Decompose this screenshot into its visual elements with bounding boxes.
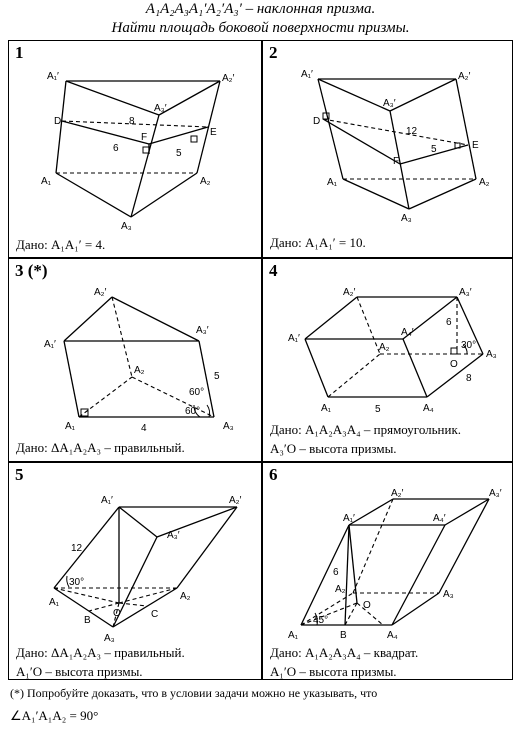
given-line-1: Дано: A₁A₁′ = 10. xyxy=(270,235,366,250)
label-O: O xyxy=(363,600,371,611)
label-A1: A₁ xyxy=(41,176,52,187)
label-F: F xyxy=(393,156,400,167)
label-A3: A₃ xyxy=(223,421,234,432)
problem-number: 2 xyxy=(269,43,278,62)
label-12: 12 xyxy=(406,126,418,137)
label-D: D xyxy=(54,116,62,127)
label-A2-prime: A₂′ xyxy=(229,495,242,506)
given-line-2: A₁′O – высота призмы. xyxy=(16,664,143,679)
label-A4: A₄ xyxy=(423,403,434,414)
label-A1-prime: A₁′ xyxy=(47,71,59,82)
problem-2 xyxy=(262,40,513,258)
prism-diagram xyxy=(9,259,263,463)
label-A1: A₁ xyxy=(327,177,338,188)
label-angle: 45° xyxy=(313,615,329,626)
label-A3-prime: A₃′ xyxy=(167,530,180,541)
label-A3: A₃ xyxy=(401,213,412,224)
label-F: F xyxy=(141,132,148,143)
footnote-line-1: (*) Попробуйте доказать, что в условии задачи можно не указывать, что xyxy=(10,686,378,700)
label-A4-prime: A₄′ xyxy=(433,513,446,524)
problem-number: 5 xyxy=(15,465,24,484)
given-line-1: Дано: A₁A₂A₃A₄ – прямоугольник. xyxy=(270,422,462,437)
prism-diagram xyxy=(9,41,263,259)
label-A2-prime: A₂′ xyxy=(391,488,404,499)
label-angle-2: 60° xyxy=(185,406,201,417)
label-A2: A₂ xyxy=(180,591,191,602)
problem-3 xyxy=(8,258,262,462)
label-A2-prime: A₂′ xyxy=(458,71,471,82)
label-A3-prime: A₃′ xyxy=(489,488,502,499)
label-O: O xyxy=(450,359,458,370)
label-E: E xyxy=(472,140,479,151)
problem-number: 4 xyxy=(269,261,278,280)
prism-diagram xyxy=(263,41,514,259)
label-6: 6 xyxy=(333,567,339,578)
label-A2: A₂ xyxy=(200,176,211,187)
given-line-2: A₁′O – высота призмы. xyxy=(270,664,397,679)
label-A1-prime: A₁′ xyxy=(44,339,56,350)
label-A2: A₂ xyxy=(379,342,390,353)
label-5: 5 xyxy=(176,148,182,159)
label-A3-prime: A₃′ xyxy=(196,325,209,336)
label-A3-prime: A₃′ xyxy=(383,98,396,109)
footnote-line-2: ∠A₁′A₁A₂ = 90° xyxy=(10,708,99,723)
problem-5 xyxy=(8,462,262,680)
label-A1-prime: A₁′ xyxy=(301,69,313,80)
label-6: 6 xyxy=(446,317,452,328)
label-O: O xyxy=(113,608,121,619)
label-A1-prime: A₁′ xyxy=(343,513,355,524)
label-A3: A₃ xyxy=(104,633,115,644)
label-A3: A₃ xyxy=(486,349,497,360)
label-C: C xyxy=(151,609,159,620)
label-A2-prime: A₂′ xyxy=(222,73,235,84)
label-A3-prime: A₃′ xyxy=(154,103,167,114)
label-B: B xyxy=(340,630,347,641)
problem-4 xyxy=(262,258,513,462)
label-A3: A₃ xyxy=(443,589,454,600)
label-8: 8 xyxy=(129,116,135,127)
label-8: 8 xyxy=(466,373,472,384)
label-angle: 30° xyxy=(69,577,85,588)
label-A2-prime: A₂′ xyxy=(94,287,107,298)
label-4: 4 xyxy=(141,423,147,434)
problem-6 xyxy=(262,462,513,680)
label-5: 5 xyxy=(214,371,220,382)
label-A1: A₁ xyxy=(65,421,76,432)
problem-number: 1 xyxy=(15,43,24,62)
label-A2: A₂ xyxy=(335,584,346,595)
header-line-1: A₁A₂A₃A₁′A₂′A₃′ – наклонная призма. xyxy=(145,1,376,17)
label-A4-prime: A₄′ xyxy=(401,327,414,338)
label-A1: A₁ xyxy=(321,403,332,414)
given-line-1: Дано: ΔA₁A₂A₃ – правильный. xyxy=(16,645,185,660)
label-A1-prime: A₁′ xyxy=(288,333,300,344)
label-A3: A₃ xyxy=(121,221,132,232)
problem-number: 3 (*) xyxy=(15,261,48,280)
label-A3-prime: A₃′ xyxy=(459,287,472,298)
label-A2-prime: A₂′ xyxy=(343,287,356,298)
label-B: B xyxy=(84,615,91,626)
label-A4: A₄ xyxy=(387,630,398,641)
given-line-1: Дано: A₁A₂A₃A₄ – квадрат. xyxy=(270,645,419,660)
label-A1: A₁ xyxy=(288,630,299,641)
label-5: 5 xyxy=(375,404,381,415)
given-line-1: Дано: A₁A₁′ = 4. xyxy=(16,237,106,252)
header-line-2: Найти площадь боковой поверхности призмы. xyxy=(111,20,410,36)
problem-1 xyxy=(8,40,262,258)
label-A2: A₂ xyxy=(479,177,490,188)
label-A2: A₂ xyxy=(134,365,145,376)
label-E: E xyxy=(210,127,217,138)
label-6: 6 xyxy=(113,143,119,154)
label-12: 12 xyxy=(71,543,83,554)
label-D: D xyxy=(313,116,321,127)
label-angle-1: 60° xyxy=(189,387,205,398)
problem-number: 6 xyxy=(269,465,278,484)
given-line-2: A₃′O – высота призмы. xyxy=(270,441,397,456)
given-line-1: Дано: ΔA₁A₂A₃ – правильный. xyxy=(16,440,185,455)
label-A1: A₁ xyxy=(49,597,60,608)
label-A1-prime: A₁′ xyxy=(101,495,113,506)
label-angle: 30° xyxy=(461,340,477,351)
label-5: 5 xyxy=(431,144,437,155)
